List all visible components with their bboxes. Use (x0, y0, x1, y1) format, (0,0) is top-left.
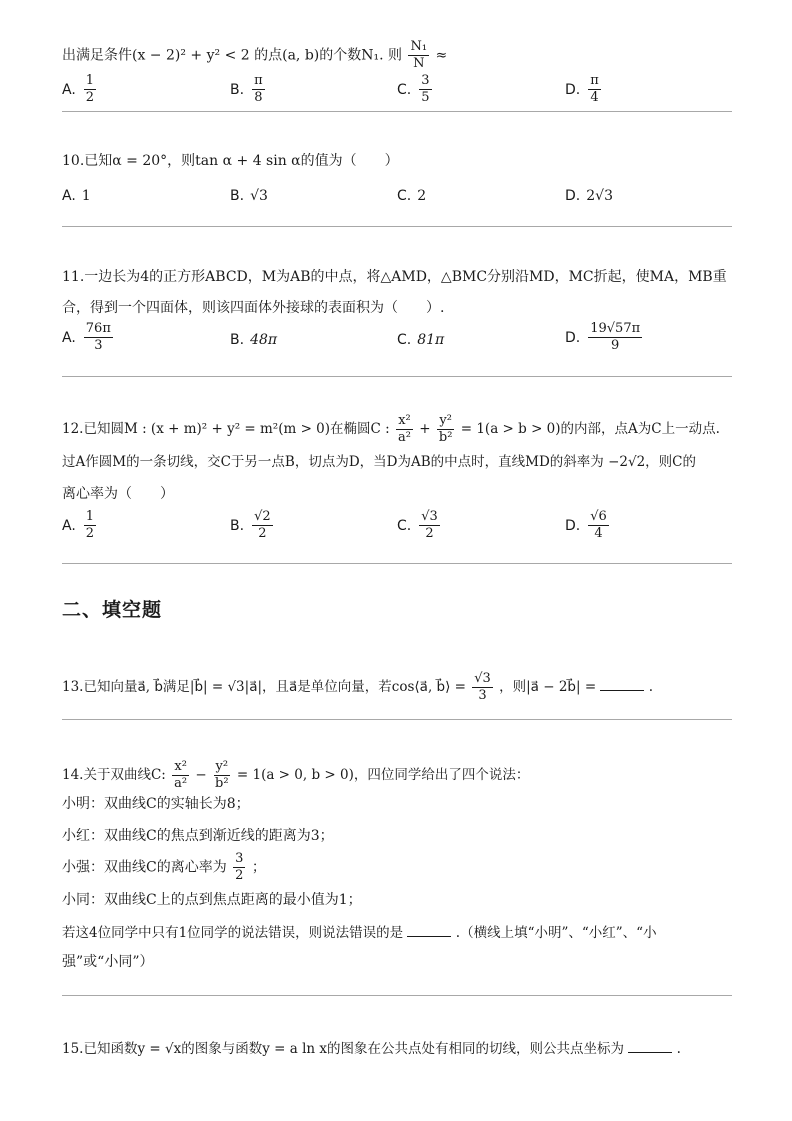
q14-qiang-post: ； (251, 859, 266, 876)
option-value: 48π (250, 332, 278, 348)
q9-option-a (62, 74, 98, 105)
q14-minus: − (195, 767, 207, 783)
q9-ratio-num: N₁ (410, 39, 428, 54)
frac-num: √3 (421, 509, 438, 524)
option-label: C. (397, 188, 412, 204)
frac-num: 19√57π (590, 321, 641, 336)
q10-option-c (397, 186, 426, 206)
frac-den: b² (438, 430, 453, 445)
frac-den: 8 (254, 90, 263, 105)
q14-qiang-pre: 小强：双曲线C的离心率为 (62, 859, 227, 876)
q10-stem: 10.已知α = 20°，则tan α + 4 sin α的值为（ ） (62, 153, 399, 169)
option-label: A. (62, 517, 76, 534)
frac-num: y² (215, 759, 229, 774)
option-fraction (252, 510, 273, 541)
option-label: D. (565, 188, 581, 204)
q9-stem-text: 出满足条件(x − 2)² + y² < 2 的点(a, b)的个数N₁. 则 (62, 47, 403, 64)
q14-frac-y (213, 760, 231, 791)
option-label: D. (565, 81, 581, 98)
q9-option-b (230, 74, 267, 105)
frac-den: 2 (235, 868, 244, 883)
divider (62, 376, 732, 377)
q15-end: . (676, 1041, 681, 1057)
q14-qiang-frac (233, 852, 245, 883)
q14-frac-x (172, 760, 189, 791)
q15-stem (62, 1038, 681, 1059)
q11-stem-line2: 合，得到一个四面体，则该四面体外接球的表面积为（ ）. (62, 300, 445, 316)
q13-stem (62, 672, 653, 703)
frac-num: √6 (590, 509, 607, 524)
frac-num: √2 (254, 509, 271, 524)
q14-claim-tong: 小同：双曲线C上的点到焦点距离的最小值为1； (62, 892, 362, 908)
divider (62, 719, 732, 720)
divider (62, 226, 732, 227)
q13-answer-blank[interactable] (600, 676, 644, 691)
frac-num: π (254, 73, 263, 88)
frac-den: 3 (94, 338, 103, 353)
divider (62, 111, 732, 112)
q9-ratio-suffix: ≈ (435, 47, 448, 64)
option-fraction (84, 510, 96, 541)
option-label: D. (565, 329, 581, 346)
frac-den: 9 (611, 338, 620, 353)
option-label: D. (565, 517, 581, 534)
option-label: B. (230, 332, 245, 348)
frac-num: 76π (85, 321, 111, 336)
frac-den: 5 (421, 90, 430, 105)
q14-stem-pre: 14.关于双曲线C: (62, 767, 166, 783)
q10-option-b (230, 186, 268, 206)
q13-stem-pre: 13.已知向量a⃗, b⃗满足|b⃗| = √3|a⃗|，且a⃗是单位向量，若cos⟨a⃗, b⃗⟩ = (62, 679, 466, 695)
option-label: A. (62, 81, 76, 98)
q11-option-d (565, 322, 644, 353)
q13-stem-post: ，则|a⃗ − 2b⃗| = (499, 679, 597, 695)
frac-num: π (590, 73, 599, 88)
option-label: B. (230, 517, 245, 534)
q9-option-c (397, 74, 434, 105)
frac-num: x² (398, 413, 411, 428)
option-label: A. (62, 188, 76, 204)
frac-den: 4 (594, 526, 603, 541)
q11-stem-line1: 11.一边长为4的正方形ABCD，M为AB的中点，将△AMD，△BMC分别沿MD，MC折起，使MA，MB重 (62, 269, 727, 285)
q9-stem (62, 40, 447, 71)
frac-num: 1 (85, 73, 95, 88)
q14-answer-blank[interactable] (407, 922, 451, 937)
q12-stem-post: = 1(a > b > 0)的内部，点A为C上一动点. (460, 421, 720, 437)
option-label: C. (397, 332, 412, 348)
option-fraction (419, 74, 431, 105)
q14-stem-post: = 1(a > 0, b > 0)，四位同学给出了四个说法： (236, 767, 530, 783)
frac-den: 4 (590, 90, 599, 105)
q11-option-a (62, 322, 115, 353)
q15-answer-blank[interactable] (628, 1038, 672, 1053)
q12-option-b (230, 510, 275, 541)
option-label: A. (62, 329, 76, 346)
q12-frac-x (396, 414, 413, 445)
frac-num: 3 (421, 73, 430, 88)
option-fraction (84, 74, 96, 105)
q9-ratio-den: N (413, 56, 425, 71)
q9-option-d (565, 74, 603, 105)
q11-option-c (397, 330, 444, 350)
q14-stem (62, 760, 529, 791)
frac-den: 2 (85, 526, 95, 541)
q10-option-a (62, 186, 91, 206)
q12-stem-line2: 过A作圆M的一条切线，交C于另一点B，切点为D，当D为AB的中点时，直线MD的斜率为 −2√2，则C的 (62, 454, 696, 470)
q11-option-b (230, 330, 277, 350)
frac-den: 3 (478, 688, 487, 703)
option-fraction (588, 510, 609, 541)
q12-option-a (62, 510, 98, 541)
q12-plus: + (419, 421, 431, 437)
option-label: B. (230, 188, 245, 204)
section-title-fill-in: 二、填空题 (62, 599, 163, 621)
q12-option-d (565, 510, 611, 541)
frac-den: 2 (258, 526, 267, 541)
frac-den: a² (174, 776, 188, 791)
option-value: 2√3 (586, 188, 613, 204)
frac-num: x² (174, 759, 187, 774)
option-value: 81π (417, 332, 445, 348)
q14-claim-hong: 小红：双曲线C的焦点到渐近线的距离为3； (62, 828, 334, 844)
option-fraction (252, 74, 265, 105)
q14-if-post: .（横线上填“小明”、“小红”、“小 (455, 925, 657, 941)
q14-question (62, 922, 657, 943)
option-value: 1 (81, 188, 91, 204)
option-fraction (588, 74, 601, 105)
option-label: C. (397, 81, 412, 98)
frac-num: 3 (235, 851, 244, 866)
frac-num: y² (439, 413, 452, 428)
q13-frac (472, 672, 493, 703)
q15-stem-text: 15.已知函数y = √x的图象与函数y = a ln x的图象在公共点处有相同的切线，则公共点坐标为 (62, 1041, 624, 1057)
q10-option-d (565, 186, 613, 206)
q13-end: . (648, 679, 654, 695)
q12-stem-pre: 12.已知圆M : (x + m)² + y² = m²(m > 0)在椭圆C : (62, 421, 390, 437)
frac-num: √3 (474, 671, 491, 686)
frac-den: b² (215, 776, 229, 791)
option-fraction (84, 322, 113, 353)
q14-if-pre: 若这4位同学中只有1位同学的说法错误，则说法错误的是 (62, 925, 404, 941)
q14-question-line2: 强”或“小同”） (62, 954, 154, 970)
q14-claim-ming: 小明：双曲线C的实轴长为8； (62, 796, 250, 812)
option-value: 2 (417, 188, 427, 204)
q12-stem-line1 (62, 414, 720, 445)
q12-option-c (397, 510, 442, 541)
q12-frac-y (437, 414, 455, 445)
frac-den: 2 (425, 526, 434, 541)
option-fraction (588, 322, 642, 353)
q14-claim-qiang (62, 852, 266, 883)
frac-num: 1 (85, 509, 95, 524)
divider (62, 563, 732, 564)
q9-ratio (408, 40, 429, 71)
frac-den: 2 (85, 90, 95, 105)
option-label: C. (397, 517, 412, 534)
divider (62, 995, 732, 996)
frac-den: a² (398, 430, 411, 445)
option-fraction (419, 510, 440, 541)
q12-stem-line3: 离心率为（ ） (62, 486, 174, 502)
option-value: √3 (250, 188, 268, 204)
option-label: B. (230, 81, 245, 98)
